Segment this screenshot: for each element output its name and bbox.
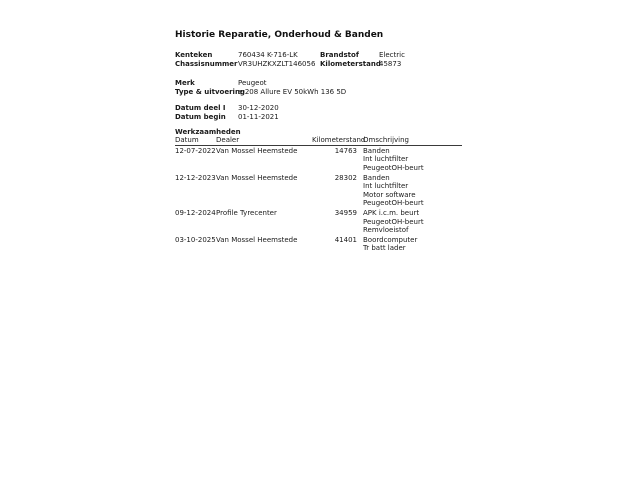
- vehicle-id-section: [175, 51, 467, 68]
- chassisnummer-label: Chassisnummer: [175, 59, 238, 68]
- cell-datum: 09-12-2024: [175, 208, 216, 217]
- merk-label: Merk: [175, 79, 195, 88]
- datum-deel1-label: Datum deel I: [175, 104, 226, 113]
- datum-begin-value: 01-11-2021: [238, 112, 279, 121]
- cell-omschrijving: [357, 209, 462, 235]
- column-header-omschrijving: Omschrijving: [363, 136, 409, 145]
- cell-kilometerstand: 14763: [334, 146, 357, 155]
- cell-dealer: Van Mossel Heemstede: [216, 146, 298, 155]
- datum-begin-label: Datum begin: [175, 112, 226, 121]
- omschrijving-line: PeugeotOH-beurt: [363, 199, 424, 208]
- vehicle-model-section: [175, 79, 467, 96]
- vehicle-history-document: [175, 30, 467, 253]
- page-title: Historie Reparatie, Onderhoud & Banden: [175, 30, 384, 40]
- kilometerstand-value: 45873: [379, 59, 402, 68]
- omschrijving-line: Banden: [363, 173, 390, 182]
- column-header-dealer: Dealer: [216, 136, 240, 145]
- datum-deel1-value: 30-12-2020: [238, 104, 279, 113]
- omschrijving-line: PeugeotOH-beurt: [363, 163, 424, 172]
- kenteken-label: Kenteken: [175, 51, 213, 59]
- cell-omschrijving: [357, 147, 462, 173]
- omschrijving-line: Boordcomputer: [363, 235, 418, 244]
- table-row: [175, 209, 462, 235]
- cell-kilometerstand: 28302: [334, 173, 357, 182]
- type-uitvoering-value: e-208 Allure EV 50kWh 136 5D: [238, 87, 347, 96]
- cell-kilometerstand: 34959: [334, 208, 357, 217]
- column-header-datum: Datum: [175, 136, 199, 145]
- merk-value: Peugeot: [238, 79, 267, 88]
- cell-dealer: Van Mossel Heemstede: [216, 235, 298, 244]
- omschrijving-line: Int luchtfilter: [363, 182, 409, 191]
- omschrijving-line: APK i.c.m. beurt: [363, 208, 420, 217]
- cell-datum: 12-12-2023: [175, 173, 216, 182]
- omschrijving-line: Tr batt lader: [363, 244, 406, 253]
- omschrijving-line: Remvloeistof: [363, 226, 409, 235]
- cell-omschrijving: [357, 236, 462, 253]
- type-uitvoering-label: Type & uitvoering: [175, 87, 245, 96]
- cell-datum: 12-07-2022: [175, 146, 216, 155]
- brandstof-label: Brandstof: [320, 51, 359, 59]
- cell-kilometerstand: 41401: [334, 235, 357, 244]
- cell-dealer: Profile Tyrecenter: [216, 208, 277, 217]
- cell-omschrijving: [357, 174, 462, 208]
- omschrijving-line: PeugeotOH-beurt: [363, 217, 424, 226]
- table-row: [175, 147, 462, 173]
- vehicle-dates-section: [175, 104, 467, 121]
- omschrijving-line: Motor software: [363, 190, 416, 199]
- cell-datum: 03-10-2025: [175, 235, 216, 244]
- table-row: [175, 236, 462, 253]
- brandstof-value: Electric: [379, 51, 405, 59]
- werkzaamheden-table: [175, 136, 462, 253]
- column-header-kilometerstand: Kilometerstand: [312, 136, 366, 145]
- table-header-row: [175, 136, 462, 146]
- cell-dealer: Van Mossel Heemstede: [216, 173, 298, 182]
- omschrijving-line: Int luchtfilter: [363, 155, 409, 164]
- table-row: [175, 174, 462, 208]
- kilometerstand-label: Kilometerstand: [320, 59, 381, 68]
- kenteken-value: 760434 K-716-LK: [238, 51, 298, 59]
- werkzaamheden-section-title: Werkzaamheden: [175, 127, 241, 136]
- chassisnummer-value: VR3UHZKXZLT146056: [238, 59, 316, 68]
- omschrijving-line: Banden: [363, 146, 390, 155]
